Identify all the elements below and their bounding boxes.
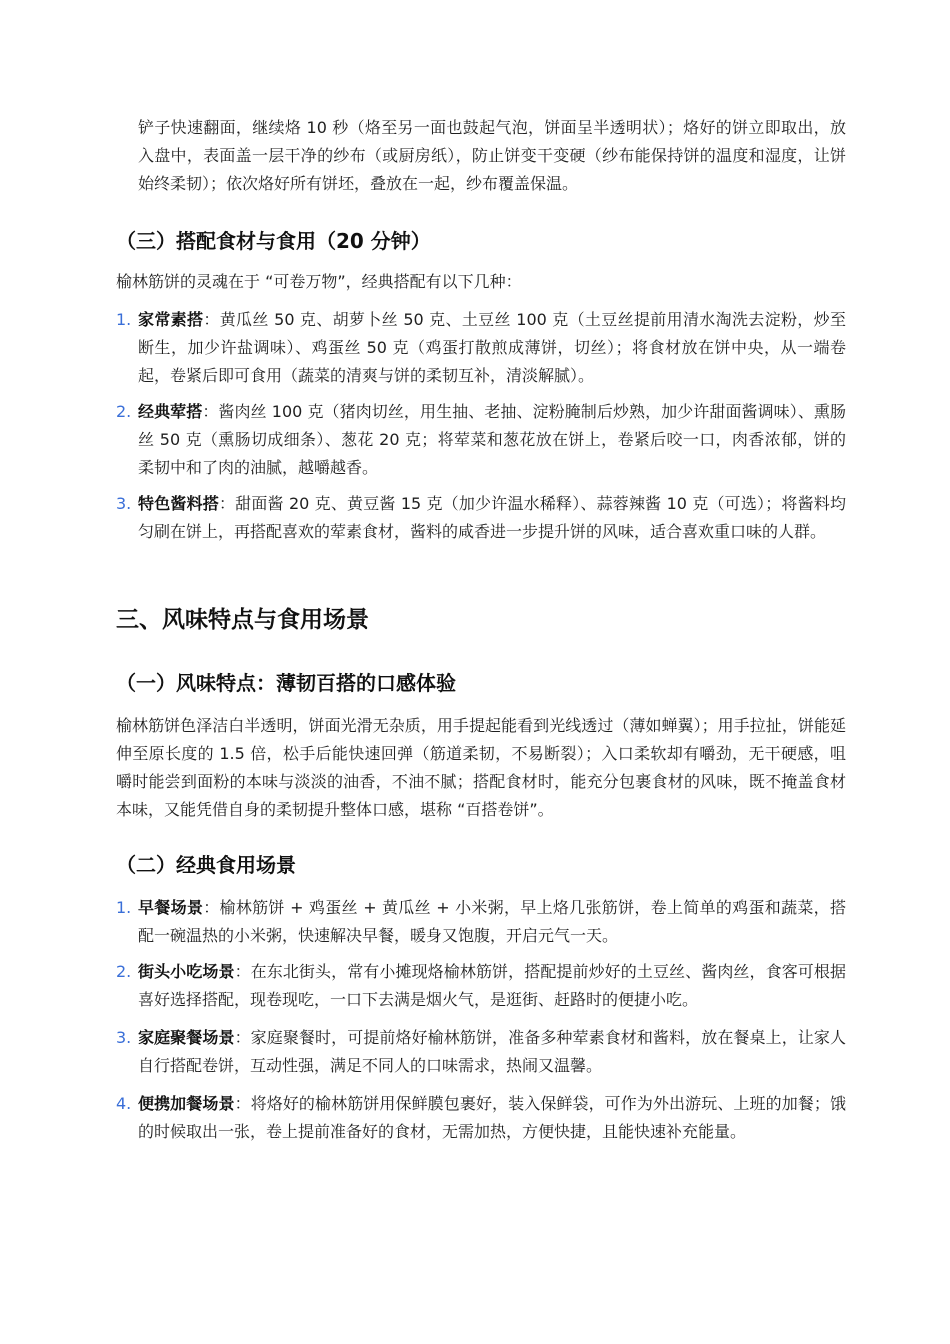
list-item <box>116 306 846 390</box>
list-item-text: ：在东北街头，常有小摊现烙榆林筋饼，搭配提前炒好的土豆丝、酱肉丝，食客可根据喜好选择搭配，现卷现吃，一口下去满是烟火气，是逛街、赶路时的便捷小吃。 <box>138 962 846 1009</box>
pairing-lead: 榆林筋饼的灵魂在于 “可卷万物”，经典搭配有以下几种： <box>116 272 522 291</box>
list-item-title: 特色酱料搭 <box>138 494 219 513</box>
list-number: 1. <box>116 310 132 329</box>
list-item-title: 经典荤搭 <box>138 402 203 421</box>
list-item-text: ：甜面酱 20 克、黄豆酱 15 克（加少许温水稀释）、蒜蓉辣酱 10 克（可选）；将酱料均匀刷在饼上，再搭配喜欢的荤素食材，酱料的咸香进一步提升饼的风味，适合喜欢重口味的人群。 <box>138 494 846 541</box>
list-number: 3. <box>116 1028 132 1047</box>
list-item-title: 街头小吃场景 <box>138 962 235 981</box>
list-item <box>116 398 846 482</box>
list-item-title: 家庭聚餐场景 <box>138 1028 235 1047</box>
pairing-heading: （三）搭配食材与食用（20 分钟） <box>116 229 431 253</box>
list-item-text: ：酱肉丝 100 克（猪肉切丝，用生抽、老抽、淀粉腌制后炒熟，加少许甜面酱调味）、熏肠丝 50 克（熏肠切成细条）、葱花 20 克；将荤菜和葱花放在饼上，卷紧后咬一口，肉香浓郁，饼的柔韧中和了肉的油腻，越嚼越香。 <box>138 402 846 477</box>
list-item-text: ：榆林筋饼 + 鸡蛋丝 + 黄瓜丝 + 小米粥，早上烙几张筋饼，卷上简单的鸡蛋和蔬菜，搭配一碗温热的小米粥，快速解决早餐，暖身又饱腹，开启元气一天。 <box>138 898 846 945</box>
list-item <box>116 1090 846 1146</box>
list-item-title: 早餐场景 <box>138 898 204 917</box>
list-number: 2. <box>116 962 132 981</box>
list-item-text: ：将烙好的榆林筋饼用保鲜膜包裹好，装入保鲜袋，可作为外出游玩、上班的加餐；饿的时候取出一张，卷上提前准备好的食材，无需加热，方便快捷，且能快速补充能量。 <box>138 1094 846 1141</box>
list-item-title: 家常素搭 <box>138 310 204 329</box>
list-number: 2. <box>116 402 132 421</box>
list-item-title: 便携加餐场景 <box>138 1094 235 1113</box>
list-item <box>116 490 846 546</box>
list-item <box>116 894 846 950</box>
list-item <box>116 1024 846 1080</box>
flavor-paragraph: 榆林筋饼色泽洁白半透明，饼面光滑无杂质，用手提起能看到光线透过（薄如蝉翼）；用手拉扯，饼能延伸至原长度的 1.5 倍，松手后能快速回弹（筋道柔韧，不易断裂）；入口柔软却有嚼劲，无干硬感，咀嚼时能尝到面粉的本味与淡淡的油香，不油不腻；搭配食材时，能充分包裹食材的风味，既不掩盖食材本味，又能凭借自身的柔韧提升整体口感，堪称 “百搭卷饼”。 <box>116 716 846 819</box>
list-item <box>116 958 846 1014</box>
list-number: 1. <box>116 898 132 917</box>
intro-paragraph: 铲子快速翻面，继续烙 10 秒（烙至另一面也鼓起气泡，饼面呈半透明状）；烙好的饼立即取出，放入盘中，表面盖一层干净的纱布（或厨房纸），防止饼变干变硬（纱布能保持饼的温度和湿度，让饼始终柔韧）；依次烙好所有饼坯，叠放在一起，纱布覆盖保温。 <box>138 118 846 193</box>
list-item-text: ：黄瓜丝 50 克、胡萝卜丝 50 克、土豆丝 100 克（土豆丝提前用清水淘洗去淀粉，炒至断生，加少许盐调味）、鸡蛋丝 50 克（鸡蛋打散煎成薄饼，切丝）；将食材放在饼中央，从一端卷起，卷紧后即可食用（蔬菜的清爽与饼的柔韧互补，清淡解腻）。 <box>138 310 846 385</box>
scenes-heading: （二）经典食用场景 <box>116 853 296 877</box>
flavor-heading: （一）风味特点：薄韧百搭的口感体验 <box>116 671 456 695</box>
list-item-text: ：家庭聚餐时，可提前烙好榆林筋饼，准备多种荤素食材和酱料，放在餐桌上，让家人自行搭配卷饼，互动性强，满足不同人的口味需求，热闹又温馨。 <box>138 1028 846 1075</box>
list-number: 4. <box>116 1094 132 1113</box>
list-number: 3. <box>116 494 132 513</box>
chapter-heading: 三、风味特点与食用场景 <box>116 607 369 633</box>
